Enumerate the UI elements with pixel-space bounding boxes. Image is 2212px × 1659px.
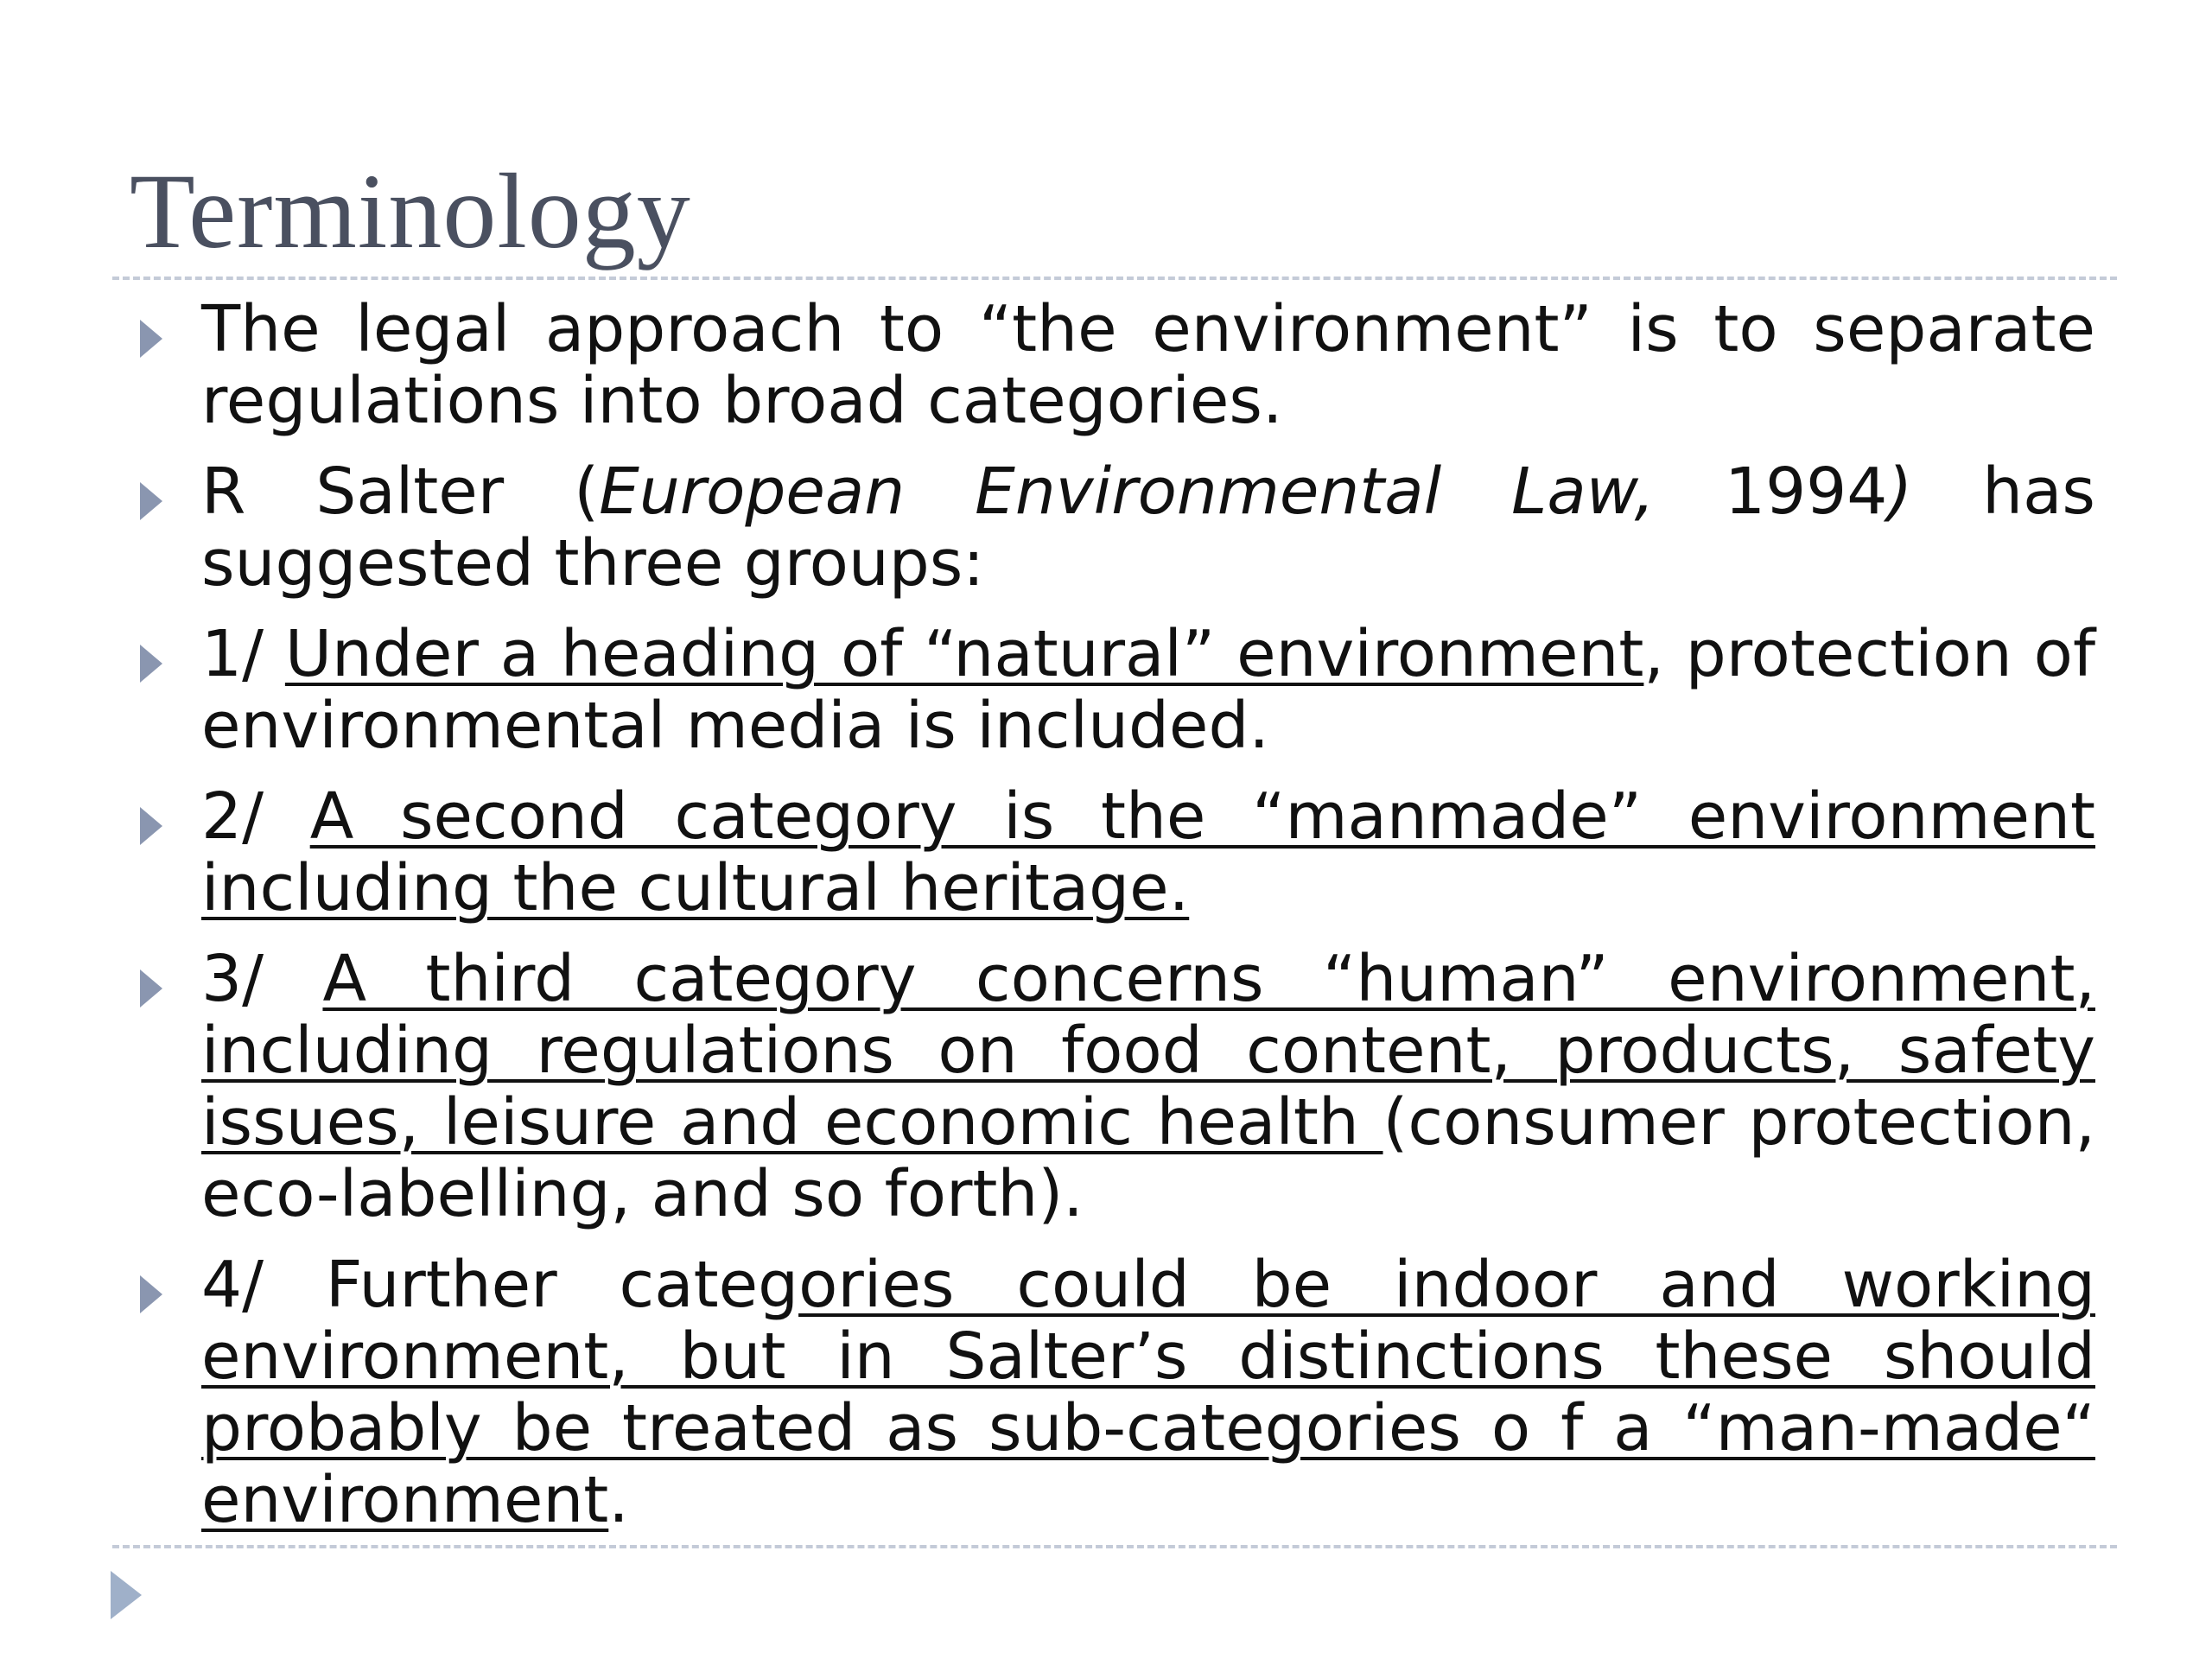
triangle-right-icon [140, 482, 162, 520]
text-segment: R Salter ( [201, 454, 600, 529]
text-segment: ) [1887, 454, 1913, 529]
underlined-text: A second category is the “manmade” environment including the cultural heritage. [201, 779, 2096, 925]
underlined-text: ories could be indoor and working environment, but in Salter’s distinctions these should probably be treated as sub-categories o f a “man-made“ environment [201, 1248, 2096, 1537]
triangle-right-icon [140, 645, 162, 683]
bullet-item-6 [130, 1249, 2095, 1536]
text-segment: 1/ [201, 617, 285, 691]
bullet-item-4 [130, 781, 2095, 925]
bullet-text [201, 944, 2095, 1230]
bullet-text [201, 619, 2095, 762]
bullet-item-2 [130, 456, 2095, 600]
bullet-text [201, 294, 2095, 437]
title-divider [112, 276, 2117, 280]
text-segment: 1994 [1655, 454, 1888, 529]
bullet-text [201, 1249, 2095, 1536]
text-segment: 4/ Further categ [201, 1248, 799, 1322]
bullet-item-5 [130, 944, 2095, 1230]
text-segment: 2/ [201, 779, 310, 854]
bullet-text [201, 781, 2095, 925]
text-segment: . [608, 1463, 629, 1537]
triangle-right-icon [140, 1275, 162, 1313]
text-segment: 3/ [201, 942, 323, 1016]
text-segment: The legal approach to “the environment” is to separate regulations into broad categories. [201, 292, 2095, 438]
triangle-right-icon [140, 807, 162, 845]
bullet-list [130, 294, 2095, 1555]
text-segment: (consumer protection, eco-labelling, and so forth). [201, 1085, 2095, 1231]
underlined-text: A third category concerns “human” environment, including regulations on food content, products, safety issues, leisure and economic health [201, 942, 2095, 1160]
bullet-text [201, 456, 2095, 600]
bullet-item-3 [130, 619, 2095, 762]
footer-divider [112, 1545, 2117, 1548]
text-segment: , protection of environmental media is included. [201, 617, 2095, 763]
text-segment: has suggested three groups: [201, 454, 2095, 601]
triangle-right-icon [140, 969, 162, 1007]
bullet-item-1 [130, 294, 2095, 437]
slide-title: Terminology [130, 152, 691, 270]
triangle-right-icon [140, 320, 162, 358]
next-slide-arrow-icon[interactable] [111, 1571, 142, 1619]
underlined-text: Under a heading of “natural” environment [284, 617, 1644, 691]
book-title: European Environmental Law, [599, 454, 1656, 529]
